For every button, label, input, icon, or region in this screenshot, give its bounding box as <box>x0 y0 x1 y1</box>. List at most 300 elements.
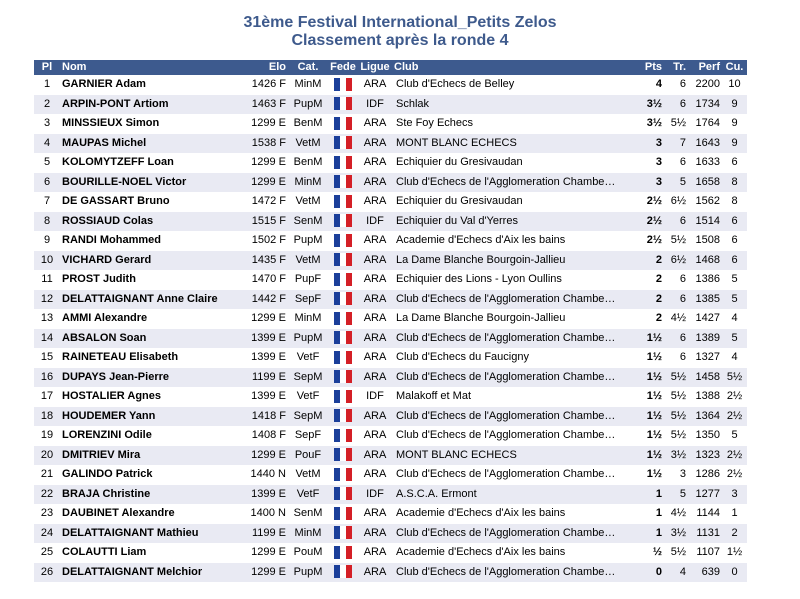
player-cumulative: 2½ <box>722 446 747 466</box>
player-performance: 1389 <box>688 329 722 349</box>
player-name-link[interactable]: DMITRIEV Mira <box>60 446 238 466</box>
player-elo: 1399 E <box>251 390 286 402</box>
table-row <box>34 368 747 388</box>
player-name-link[interactable]: MAUPAS Michel <box>60 134 238 154</box>
player-league: ARA <box>363 546 387 558</box>
player-league: ARA <box>363 351 387 363</box>
player-club: A.S.C.A. Ermont <box>392 485 640 505</box>
player-club: Club d'Echecs de l'Agglomeration Chambe… <box>396 468 616 480</box>
table-row <box>34 114 747 134</box>
player-club: Echiquier du Gresivaudan <box>396 195 523 207</box>
player-tiebreak: 5½ <box>670 234 686 246</box>
player-name-link[interactable]: HOUDEMER Yann <box>60 407 238 427</box>
player-club: Club d'Echecs de l'Agglomeration Chambe… <box>392 407 640 427</box>
player-federation <box>328 270 358 290</box>
france-flag-icon <box>334 468 352 481</box>
player-tiebreak: 3 <box>679 468 686 480</box>
player-performance: 1286 <box>695 468 720 480</box>
player-tiebreak: 5½ <box>670 546 686 558</box>
player-performance: 1388 <box>695 390 720 402</box>
france-flag-icon <box>334 507 352 520</box>
player-elo: 1399 E <box>238 485 288 505</box>
page-header <box>0 0 800 50</box>
player-points: 3 <box>655 156 662 168</box>
table-row <box>34 134 747 154</box>
player-points: 2½ <box>646 195 662 207</box>
player-federation <box>328 329 358 349</box>
player-points: 2 <box>655 273 662 285</box>
col-header-fede[interactable]: Fede <box>328 60 358 75</box>
france-flag-icon <box>334 448 352 461</box>
player-federation <box>328 173 358 193</box>
player-elo: 1299 E <box>251 117 286 129</box>
player-category: MinM <box>294 78 322 90</box>
player-points: 1½ <box>640 368 664 388</box>
player-points: 3½ <box>646 117 662 129</box>
player-league: ARA <box>358 290 392 310</box>
player-tiebreak: 5½ <box>670 390 686 402</box>
player-name-link[interactable]: RAINETEAU Elisabeth <box>62 351 179 363</box>
player-rank: 20 <box>34 446 60 466</box>
france-flag-icon <box>334 331 352 344</box>
player-club: Academie d'Echecs d'Aix les bains <box>396 507 566 519</box>
table-row <box>34 524 747 544</box>
player-performance: 1364 <box>688 407 722 427</box>
france-flag-icon <box>334 117 352 130</box>
col-header-cat[interactable]: Cat. <box>288 60 328 75</box>
player-league: ARA <box>363 234 387 246</box>
player-rank: 8 <box>34 212 60 232</box>
player-club: Schlak <box>392 95 640 115</box>
player-rank: 22 <box>34 485 60 505</box>
table-row <box>34 153 747 173</box>
player-elo: 1472 F <box>251 195 286 207</box>
player-rank: 5 <box>43 156 51 168</box>
france-flag-icon <box>334 487 352 500</box>
player-category: SenM <box>293 507 323 519</box>
player-cumulative: 8 <box>722 173 747 193</box>
table-row <box>34 290 747 310</box>
player-federation <box>328 368 358 388</box>
page-subtitle: Classement après la ronde 4 <box>291 32 509 49</box>
france-flag-icon <box>334 253 352 266</box>
player-points: 1½ <box>640 446 664 466</box>
player-rank: 24 <box>34 524 60 544</box>
player-performance: 2200 <box>695 78 720 90</box>
player-tiebreak: 4 <box>664 563 688 583</box>
player-category: SenM <box>288 212 328 232</box>
player-name-link[interactable]: MINSSIEUX Simon <box>62 117 160 129</box>
player-elo: 1426 F <box>251 78 286 90</box>
player-category: VetM <box>288 134 328 154</box>
player-federation <box>328 75 358 95</box>
player-federation <box>328 309 358 329</box>
player-club: Club d'Echecs de l'Agglomeration Chambe… <box>392 173 640 193</box>
player-category: SepF <box>294 429 322 441</box>
player-rank: 16 <box>34 368 60 388</box>
france-flag-icon <box>334 97 352 110</box>
player-federation <box>328 134 358 154</box>
player-league: ARA <box>358 407 392 427</box>
player-elo: 1538 F <box>238 134 288 154</box>
table-row <box>34 251 747 271</box>
player-points: 3 <box>640 134 664 154</box>
player-club: MONT BLANC ECHECS <box>392 134 640 154</box>
player-category: PupM <box>288 563 328 583</box>
player-name-link[interactable]: ARPIN-PONT Artiom <box>60 95 238 115</box>
player-club: Echiquier du Val d'Yerres <box>392 212 640 232</box>
table-row <box>34 485 747 505</box>
player-cumulative: 0 <box>722 563 747 583</box>
france-flag-icon <box>334 156 352 169</box>
player-tiebreak: 5½ <box>664 368 688 388</box>
player-rank: 7 <box>43 195 51 207</box>
player-league: IDF <box>358 95 392 115</box>
col-header-cu[interactable]: Cu. <box>722 60 747 75</box>
player-rank: 10 <box>34 251 60 271</box>
player-performance: 639 <box>688 563 722 583</box>
player-cumulative: 2½ <box>726 390 743 402</box>
table-row <box>34 173 747 193</box>
player-federation <box>328 290 358 310</box>
player-league: IDF <box>366 390 384 402</box>
page-title: 31ème Festival International_Petits Zelos <box>243 14 557 31</box>
player-club: Academie d'Echecs d'Aix les bains <box>396 234 566 246</box>
player-category: MinM <box>288 173 328 193</box>
player-name-link[interactable]: ROSSIAUD Colas <box>60 212 238 232</box>
player-cumulative: 3 <box>722 485 747 505</box>
player-elo: 1502 F <box>251 234 286 246</box>
player-points: 1 <box>655 507 662 519</box>
player-name-link[interactable]: BOURILLE-NOEL Victor <box>60 173 238 193</box>
player-category: PouF <box>288 446 328 466</box>
france-flag-icon <box>334 409 352 422</box>
player-category: SepF <box>288 290 328 310</box>
france-flag-icon <box>334 546 352 559</box>
player-points: 4 <box>655 78 662 90</box>
player-cumulative: 6 <box>731 234 738 246</box>
player-federation <box>328 504 358 524</box>
col-header-perf[interactable]: Perf <box>688 60 722 75</box>
player-category: PupM <box>293 234 323 246</box>
col-header-club[interactable]: Club <box>392 60 640 75</box>
player-rank: 19 <box>40 429 54 441</box>
player-elo: 1463 F <box>238 95 288 115</box>
player-name-link[interactable]: DAUBINET Alexandre <box>62 507 175 519</box>
col-header-nom[interactable]: Nom <box>60 60 238 75</box>
player-points: 1 <box>640 524 664 544</box>
player-name-link[interactable]: GARNIER Adam <box>62 78 146 90</box>
table-row <box>34 348 747 368</box>
player-cumulative: 9 <box>722 134 747 154</box>
player-performance: 1350 <box>695 429 720 441</box>
table-row <box>34 407 747 427</box>
player-rank: 15 <box>40 351 54 363</box>
player-cumulative: 1½ <box>726 546 743 558</box>
player-tiebreak: 4½ <box>670 312 686 324</box>
player-elo: 1299 E <box>251 546 286 558</box>
player-points: ½ <box>652 546 662 558</box>
player-rank: 25 <box>40 546 54 558</box>
player-league: ARA <box>358 329 392 349</box>
player-rank: 1 <box>43 78 51 90</box>
player-rank: 18 <box>34 407 60 427</box>
player-name-link[interactable]: ABSALON Soan <box>60 329 238 349</box>
player-category: MinM <box>288 524 328 544</box>
player-performance: 1633 <box>695 156 720 168</box>
player-performance: 1562 <box>695 195 720 207</box>
player-elo: 1418 F <box>238 407 288 427</box>
player-category: SepM <box>288 407 328 427</box>
player-name-link[interactable]: KOLOMYTZEFF Loan <box>62 156 174 168</box>
player-league: ARA <box>358 524 392 544</box>
player-category: VetM <box>288 251 328 271</box>
france-flag-icon <box>334 292 352 305</box>
player-tiebreak: 6 <box>664 290 688 310</box>
player-performance: 1144 <box>696 507 720 519</box>
table-row <box>34 270 747 290</box>
player-points: 1½ <box>646 390 662 402</box>
player-club: Club d'Echecs de Belley <box>396 78 515 90</box>
player-cumulative: 10 <box>728 78 741 90</box>
table-row <box>34 543 747 563</box>
player-cumulative: 5 <box>731 429 738 441</box>
player-category: VetM <box>295 468 321 480</box>
player-league: ARA <box>358 173 392 193</box>
player-cumulative: 5 <box>722 290 747 310</box>
player-federation <box>328 114 358 134</box>
player-club: La Dame Blanche Bourgoin-Jallieu <box>392 251 640 271</box>
player-rank: 17 <box>40 390 54 402</box>
player-club: Club d'Echecs de l'Agglomeration Chambe… <box>392 368 640 388</box>
player-elo: 1399 E <box>238 329 288 349</box>
player-category: BenM <box>293 156 323 168</box>
player-tiebreak: 5½ <box>670 117 686 129</box>
player-tiebreak: 5 <box>664 485 688 505</box>
player-club: Club d'Echecs de l'Agglomeration Chambe… <box>396 429 616 441</box>
table-row <box>34 309 747 329</box>
player-cumulative: 1 <box>731 507 738 519</box>
france-flag-icon <box>334 312 352 325</box>
player-league: ARA <box>363 117 387 129</box>
player-category: MinM <box>294 312 322 324</box>
player-federation <box>328 95 358 115</box>
player-league: ARA <box>363 468 387 480</box>
france-flag-icon <box>334 351 352 364</box>
player-elo: 1299 E <box>238 446 288 466</box>
player-federation <box>328 212 358 232</box>
player-elo: 1515 F <box>238 212 288 232</box>
france-flag-icon <box>334 195 352 208</box>
col-header-pts[interactable]: Pts <box>640 60 664 75</box>
player-league: ARA <box>358 368 392 388</box>
player-tiebreak: 5½ <box>664 407 688 427</box>
player-cumulative: 6 <box>722 212 747 232</box>
player-tiebreak: 6 <box>679 273 686 285</box>
player-club: La Dame Blanche Bourgoin-Jallieu <box>396 312 566 324</box>
player-cumulative: 8 <box>731 195 738 207</box>
player-name-link[interactable]: DUPAYS Jean-Pierre <box>60 368 238 388</box>
player-name-link[interactable]: DELATTAIGNANT Anne Claire <box>60 290 238 310</box>
player-rank: 11 <box>41 273 53 285</box>
player-federation <box>328 485 358 505</box>
player-rank: 12 <box>34 290 60 310</box>
player-points: 0 <box>640 563 664 583</box>
col-header-tr[interactable]: Tr. <box>664 60 688 75</box>
player-league: ARA <box>363 78 387 90</box>
player-rank: 2 <box>34 95 60 115</box>
player-federation <box>328 192 358 212</box>
player-league: ARA <box>358 446 392 466</box>
player-tiebreak: 6 <box>664 329 688 349</box>
player-rank: 13 <box>40 312 54 324</box>
player-federation <box>328 251 358 271</box>
table-row <box>34 329 747 349</box>
player-tiebreak: 6 <box>679 156 686 168</box>
player-federation <box>328 524 358 544</box>
player-performance: 1277 <box>688 485 722 505</box>
player-league: ARA <box>363 273 387 285</box>
player-cumulative: 4 <box>731 312 738 324</box>
player-club: Club d'Echecs de l'Agglomeration Chambe… <box>392 563 640 583</box>
player-name-link[interactable]: COLAUTTI Liam <box>62 546 147 558</box>
player-points: 2½ <box>640 212 664 232</box>
player-category: SepM <box>288 368 328 388</box>
player-tiebreak: 4½ <box>670 507 686 519</box>
player-points: 2½ <box>646 234 662 246</box>
player-category: PupF <box>294 273 322 285</box>
player-points: 1½ <box>646 468 662 480</box>
player-cumulative: 2½ <box>726 468 743 480</box>
player-tiebreak: 5 <box>664 173 688 193</box>
player-name-link[interactable]: RANDI Mohammed <box>62 234 162 246</box>
player-tiebreak: 6 <box>664 212 688 232</box>
player-points: 3 <box>640 173 664 193</box>
player-elo: 1199 E <box>238 368 288 388</box>
player-elo: 1470 F <box>251 273 286 285</box>
table-row <box>34 75 747 95</box>
player-federation <box>328 543 358 563</box>
col-header-ligue[interactable]: Ligue <box>358 60 392 75</box>
france-flag-icon <box>334 175 352 188</box>
player-rank: 21 <box>40 468 54 480</box>
player-rank: 14 <box>34 329 60 349</box>
player-category: PouM <box>293 546 323 558</box>
player-name-link[interactable]: DE GASSART Bruno <box>62 195 170 207</box>
player-rank: 23 <box>40 507 54 519</box>
player-tiebreak: 6 <box>679 78 686 90</box>
standings-table <box>34 60 747 582</box>
player-club: Club d'Echecs de l'Agglomeration Chambe… <box>392 329 640 349</box>
player-cumulative: 6 <box>731 156 738 168</box>
player-league: IDF <box>358 212 392 232</box>
table-row <box>34 504 747 524</box>
player-club: MONT BLANC ECHECS <box>392 446 640 466</box>
player-points: 1½ <box>640 329 664 349</box>
player-name-link[interactable]: AMMI Alexandre <box>62 312 148 324</box>
table-row <box>34 387 747 407</box>
player-name-link[interactable]: VICHARD Gerard <box>60 251 238 271</box>
player-federation <box>328 387 358 407</box>
france-flag-icon <box>334 273 352 286</box>
player-league: ARA <box>363 156 387 168</box>
player-federation <box>328 348 358 368</box>
col-header-elo[interactable]: Elo <box>238 60 288 75</box>
player-name-link[interactable]: PROST Judith <box>62 273 136 285</box>
table-row <box>34 95 747 115</box>
player-elo: 1408 F <box>251 429 286 441</box>
player-elo: 1435 F <box>238 251 288 271</box>
player-performance: 1385 <box>688 290 722 310</box>
france-flag-icon <box>334 565 352 578</box>
player-name-link[interactable]: DELATTAIGNANT Melchior <box>60 563 238 583</box>
france-flag-icon <box>334 526 352 539</box>
player-tiebreak: 3½ <box>664 524 688 544</box>
standings-body <box>34 75 747 582</box>
player-name-link[interactable]: LORENZINI Odile <box>62 429 152 441</box>
player-performance: 1734 <box>688 95 722 115</box>
player-name-link[interactable]: HOSTALIER Agnes <box>62 390 162 402</box>
france-flag-icon <box>334 429 352 442</box>
player-elo: 1299 E <box>238 563 288 583</box>
player-federation <box>328 153 358 173</box>
player-name-link[interactable]: BRAJA Christine <box>60 485 238 505</box>
player-tiebreak: 6 <box>679 351 686 363</box>
player-name-link[interactable]: GALINDO Patrick <box>62 468 153 480</box>
player-club: Club d'Echecs du Faucigny <box>396 351 529 363</box>
player-category: VetF <box>296 351 320 363</box>
france-flag-icon <box>334 78 352 91</box>
player-tiebreak: 7 <box>664 134 688 154</box>
player-performance: 1658 <box>688 173 722 193</box>
player-category: VetF <box>296 390 320 402</box>
player-league: ARA <box>358 251 392 271</box>
player-name-link[interactable]: DELATTAIGNANT Mathieu <box>60 524 238 544</box>
player-elo: 1400 N <box>250 507 286 519</box>
player-elo: 1199 E <box>238 524 288 544</box>
player-league: ARA <box>363 507 387 519</box>
player-category: VetF <box>288 485 328 505</box>
player-cumulative: 5 <box>731 273 738 285</box>
player-performance: 1458 <box>688 368 722 388</box>
player-cumulative: 9 <box>731 117 738 129</box>
player-performance: 1386 <box>695 273 720 285</box>
france-flag-icon <box>334 234 352 247</box>
player-rank: 9 <box>43 234 51 246</box>
france-flag-icon <box>334 136 352 149</box>
player-category: PupM <box>288 329 328 349</box>
player-performance: 1468 <box>688 251 722 271</box>
player-rank: 26 <box>34 563 60 583</box>
player-points: 1½ <box>646 429 662 441</box>
player-club: Malakoff et Mat <box>396 390 471 402</box>
player-performance: 1427 <box>695 312 720 324</box>
france-flag-icon <box>334 214 352 227</box>
player-club: Club d'Echecs de l'Agglomeration Chambe… <box>392 524 640 544</box>
player-elo: 1299 E <box>238 173 288 193</box>
player-points: 2 <box>640 290 664 310</box>
table-header-row <box>34 60 747 75</box>
player-performance: 1643 <box>688 134 722 154</box>
player-league: IDF <box>358 485 392 505</box>
player-federation <box>328 231 358 251</box>
player-performance: 1327 <box>695 351 720 363</box>
player-club: Echiquier des Lions - Lyon Oullins <box>396 273 562 285</box>
player-performance: 1764 <box>695 117 720 129</box>
player-league: ARA <box>363 312 387 324</box>
col-header-pl[interactable]: Pl <box>34 60 60 75</box>
player-federation <box>328 407 358 427</box>
